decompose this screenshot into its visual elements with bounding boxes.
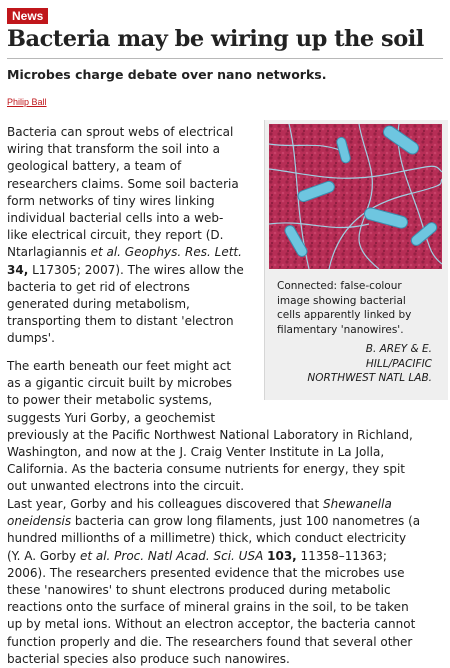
citation-journal: et al. Proc. Natl Acad. Sci. USA	[79, 548, 264, 563]
text-line: as a gigantic circuit built by microbes	[7, 376, 233, 391]
text-line: Bacteria can sprout webs of electrical	[7, 125, 234, 139]
text-line: to power their metabolic systems,	[7, 393, 213, 408]
citation-volume: 103,	[267, 548, 297, 563]
article-headline: Bacteria may be wiring up the soil	[7, 26, 424, 52]
text-line: function properly and die. The researchers found that several other	[7, 634, 413, 649]
text-line: up by metal ions. Without an electron acceptor, the bacteria cannot	[7, 617, 416, 632]
news-section-badge[interactable]: News	[7, 8, 48, 24]
text-line: Washington, and now at the J. Craig Venter Institute in La Jolla,	[7, 445, 385, 460]
text-line	[7, 496, 447, 513]
text-line: suggests Yuri Gorby, a geochemist	[7, 410, 216, 425]
bacteria-micrograph-image[interactable]	[269, 124, 442, 269]
article-paragraph-1	[7, 124, 265, 348]
article-paragraph-3	[7, 496, 447, 668]
text-line: dumps'.	[7, 331, 55, 346]
citation-journal: et al. Geophys. Res. Lett.	[90, 245, 242, 260]
text-fragment: bacteria can grow long filaments, just 100 nanometres (a	[71, 514, 421, 529]
author-link[interactable]: Philip Ball	[7, 97, 47, 107]
text-line: form networks of tiny wires linking	[7, 193, 215, 208]
caption-line: filamentary 'nanowires'.	[277, 323, 404, 336]
figure-caption	[277, 279, 443, 337]
text-line: hundred millionths of a millimetre) thick, which conduct electricity	[7, 531, 407, 546]
citation-author: (Y. A. Gorby	[7, 548, 80, 563]
article-paragraph-2	[7, 358, 447, 496]
citation-pages: 11358–11363;	[296, 548, 387, 563]
text-line: bacteria to get rid of electrons	[7, 279, 190, 294]
caption-line: Connected: false-colour	[277, 280, 402, 292]
text-fragment: Last year, Gorby and his colleagues discovered that	[7, 497, 324, 511]
text-line: these 'nanowires' to shunt electrons produced during metabolic	[7, 583, 391, 598]
text-line: geological battery, a team of	[7, 159, 182, 174]
headline-divider	[7, 58, 443, 59]
text-line: out unwanted electrons into the circuit.	[7, 479, 245, 494]
article-standfirst: Microbes charge debate over nano networks.	[7, 67, 327, 82]
text-line: California. As the bacteria consume nutrients for energy, they spit	[7, 462, 405, 477]
micrograph-illustration	[269, 124, 442, 269]
text-line: individual bacterial cells into a web-	[7, 211, 224, 226]
species-name: oneidensis	[7, 514, 72, 529]
text-line	[7, 262, 265, 279]
text-line: generated during metabolism,	[7, 297, 190, 312]
text-line: 2006). The researchers presented evidence that the microbes use	[7, 565, 405, 580]
citation-volume: 34,	[7, 262, 29, 277]
text-line	[7, 244, 265, 261]
text-line: transporting them to distant 'electron	[7, 314, 234, 329]
text-line: wiring that transform the soil into a	[7, 142, 221, 157]
text-line: bacterial species also produce such nanowires.	[7, 651, 290, 666]
citation-author: Ntarlagiannis	[7, 245, 91, 260]
credit-line: NORTHWEST NATL LAB.	[307, 372, 432, 384]
text-line: The earth beneath our feet might act	[7, 359, 232, 373]
text-line: previously at the Pacific Northwest National Laboratory in Richland,	[7, 427, 413, 442]
caption-line: cells apparently linked by	[277, 309, 412, 321]
credit-line: B. AREY & E.	[365, 343, 432, 355]
text-line: researchers claims. Some soil bacteria	[7, 176, 239, 191]
caption-line: image showing bacterial	[277, 294, 406, 307]
text-line: reactions onto the surface of mineral grains in the soil, to be taken	[7, 600, 409, 615]
citation-pages: L17305; 2007). The wires allow the	[28, 262, 244, 277]
species-name: Shewanella	[323, 497, 392, 511]
text-line	[7, 513, 447, 530]
text-line	[7, 548, 447, 565]
text-line: like electrical circuit, they report (D.	[7, 228, 224, 243]
credit-line: HILL/PACIFIC	[365, 357, 432, 370]
